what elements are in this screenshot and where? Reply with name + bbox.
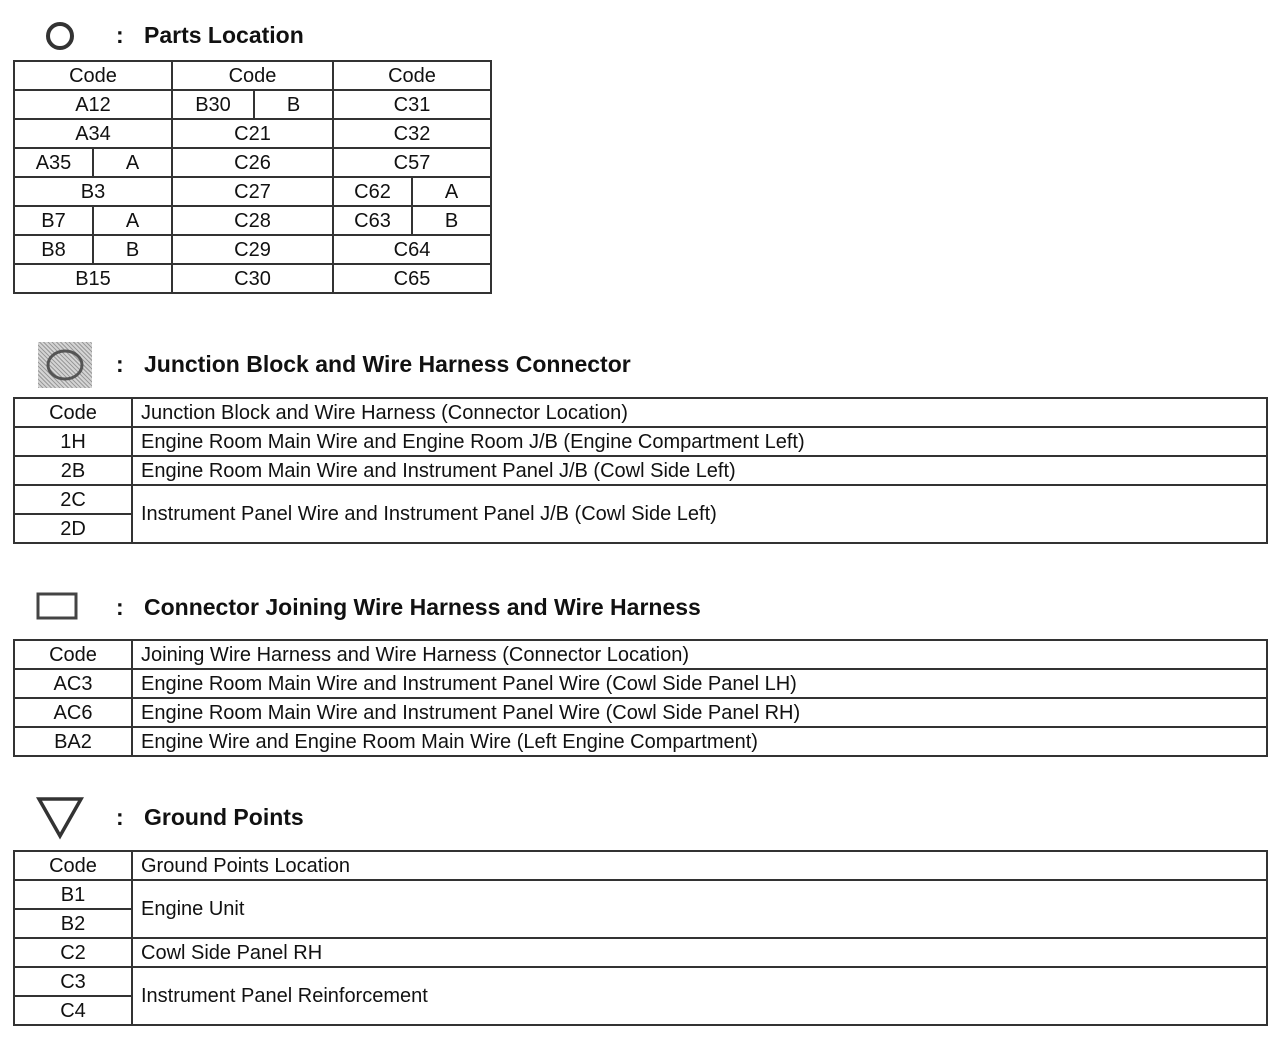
code-cell: B8 bbox=[14, 235, 93, 264]
heading-colon: : bbox=[116, 351, 124, 377]
code-cell: C2 bbox=[14, 938, 132, 967]
table-row bbox=[14, 235, 491, 264]
code-cell: C63 bbox=[333, 206, 412, 235]
code-cell: C30 bbox=[172, 264, 333, 293]
table-header-row bbox=[14, 851, 1267, 880]
section-title: Junction Block and Wire Harness Connector bbox=[144, 351, 631, 377]
code-cell: C32 bbox=[333, 119, 491, 148]
desc-cell: Instrument Panel Reinforcement bbox=[132, 967, 1267, 1025]
code-cell: AC3 bbox=[14, 669, 132, 698]
code-suffix-cell: A bbox=[412, 177, 491, 206]
desc-cell: Engine Room Main Wire and Instrument Panel Wire (Cowl Side Panel RH) bbox=[132, 698, 1267, 727]
table-header-row bbox=[14, 398, 1267, 427]
desc-cell: Engine Room Main Wire and Instrument Panel J/B (Cowl Side Left) bbox=[132, 456, 1267, 485]
code-cell: B7 bbox=[14, 206, 93, 235]
connector-joining-heading bbox=[0, 584, 1280, 624]
header-desc-cell: Ground Points Location bbox=[132, 851, 1267, 880]
desc-cell: Engine Unit bbox=[132, 880, 1267, 938]
table-header-row bbox=[14, 61, 491, 90]
code-cell: 2C bbox=[14, 485, 132, 514]
code-cell: C65 bbox=[333, 264, 491, 293]
header-cell: Code bbox=[172, 61, 333, 90]
code-cell: A12 bbox=[14, 90, 172, 119]
circle-symbol-icon bbox=[44, 20, 76, 52]
section-title: Parts Location bbox=[144, 22, 304, 48]
desc-cell: Engine Room Main Wire and Engine Room J/B (Engine Compartment Left) bbox=[132, 427, 1267, 456]
code-cell: 1H bbox=[14, 427, 132, 456]
table-row bbox=[14, 727, 1267, 756]
code-cell: 2B bbox=[14, 456, 132, 485]
code-cell: C57 bbox=[333, 148, 491, 177]
code-suffix-cell: A bbox=[93, 148, 172, 177]
desc-cell: Cowl Side Panel RH bbox=[132, 938, 1267, 967]
junction-block-table bbox=[13, 397, 1268, 544]
section-title: Ground Points bbox=[144, 804, 304, 830]
code-cell: AC6 bbox=[14, 698, 132, 727]
junction-block-heading bbox=[0, 342, 1280, 382]
section-title: Connector Joining Wire Harness and Wire Harness bbox=[144, 594, 701, 620]
code-cell: C4 bbox=[14, 996, 132, 1025]
code-cell: C62 bbox=[333, 177, 412, 206]
code-cell: C27 bbox=[172, 177, 333, 206]
shaded-oval-symbol-icon bbox=[38, 342, 92, 388]
table-row bbox=[14, 880, 1267, 909]
code-cell: C3 bbox=[14, 967, 132, 996]
code-cell: B3 bbox=[14, 177, 172, 206]
table-row bbox=[14, 206, 491, 235]
header-code-cell: Code bbox=[14, 851, 132, 880]
table-row bbox=[14, 264, 491, 293]
header-cell: Code bbox=[333, 61, 491, 90]
table-row bbox=[14, 485, 1267, 514]
table-row bbox=[14, 90, 491, 119]
code-cell: B30 bbox=[172, 90, 254, 119]
heading-colon: : bbox=[116, 594, 124, 620]
code-cell: C26 bbox=[172, 148, 333, 177]
rectangle-symbol-icon bbox=[36, 592, 78, 622]
code-suffix-cell: A bbox=[93, 206, 172, 235]
connector-joining-table bbox=[13, 639, 1268, 757]
ground-points-heading bbox=[0, 794, 1280, 834]
code-cell: C28 bbox=[172, 206, 333, 235]
code-cell: C31 bbox=[333, 90, 491, 119]
parts-location-table bbox=[13, 60, 492, 294]
code-cell: A34 bbox=[14, 119, 172, 148]
heading-colon: : bbox=[116, 22, 124, 48]
code-cell: C21 bbox=[172, 119, 333, 148]
table-row bbox=[14, 669, 1267, 698]
code-cell: C64 bbox=[333, 235, 491, 264]
triangle-symbol-icon bbox=[36, 796, 84, 840]
desc-cell: Instrument Panel Wire and Instrument Panel J/B (Cowl Side Left) bbox=[132, 485, 1267, 543]
code-cell: A35 bbox=[14, 148, 93, 177]
ground-points-table bbox=[13, 850, 1268, 1026]
code-cell: BA2 bbox=[14, 727, 132, 756]
table-header-row bbox=[14, 640, 1267, 669]
header-desc-cell: Junction Block and Wire Harness (Connector Location) bbox=[132, 398, 1267, 427]
table-row bbox=[14, 938, 1267, 967]
table-row bbox=[14, 456, 1267, 485]
table-row bbox=[14, 148, 491, 177]
table-row bbox=[14, 119, 491, 148]
desc-cell: Engine Room Main Wire and Instrument Panel Wire (Cowl Side Panel LH) bbox=[132, 669, 1267, 698]
code-suffix-cell: B bbox=[254, 90, 333, 119]
code-cell: C29 bbox=[172, 235, 333, 264]
code-suffix-cell: B bbox=[412, 206, 491, 235]
table-row bbox=[14, 427, 1267, 456]
oval-outline-icon bbox=[38, 342, 92, 388]
header-code-cell: Code bbox=[14, 398, 132, 427]
code-cell: B1 bbox=[14, 880, 132, 909]
header-cell: Code bbox=[14, 61, 172, 90]
header-desc-cell: Joining Wire Harness and Wire Harness (Connector Location) bbox=[132, 640, 1267, 669]
table-row bbox=[14, 177, 491, 206]
code-suffix-cell: B bbox=[93, 235, 172, 264]
code-cell: B2 bbox=[14, 909, 132, 938]
table-row bbox=[14, 698, 1267, 727]
code-cell: B15 bbox=[14, 264, 172, 293]
header-code-cell: Code bbox=[14, 640, 132, 669]
heading-colon: : bbox=[116, 804, 124, 830]
code-cell: 2D bbox=[14, 514, 132, 543]
parts-location-heading bbox=[0, 14, 1280, 54]
table-row bbox=[14, 967, 1267, 996]
desc-cell: Engine Wire and Engine Room Main Wire (Left Engine Compartment) bbox=[132, 727, 1267, 756]
